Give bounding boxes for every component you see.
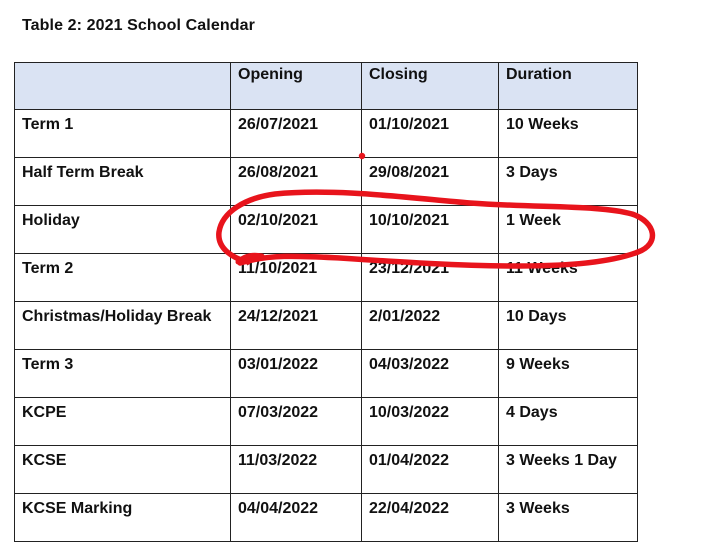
duration-cell: 4 Days xyxy=(499,398,638,446)
duration-cell: 3 Weeks 1 Day xyxy=(499,446,638,494)
period-cell: Term 3 xyxy=(15,350,231,398)
closing-cell: 10/10/2021 xyxy=(362,206,499,254)
duration-cell: 3 Days xyxy=(499,158,638,206)
period-cell: KCSE xyxy=(15,446,231,494)
opening-cell: 03/01/2022 xyxy=(231,350,362,398)
table-row xyxy=(15,302,638,350)
school-calendar-table xyxy=(14,62,638,542)
period-cell: Half Term Break xyxy=(15,158,231,206)
closing-cell: 23/12/2021 xyxy=(362,254,499,302)
period-cell: Term 1 xyxy=(15,110,231,158)
duration-cell: 1 Week xyxy=(499,206,638,254)
period-cell: Term 2 xyxy=(15,254,231,302)
opening-cell: 11/03/2022 xyxy=(231,446,362,494)
closing-cell: 29/08/2021 xyxy=(362,158,499,206)
duration-cell: 11 Weeks xyxy=(499,254,638,302)
closing-cell: 22/04/2022 xyxy=(362,494,499,542)
duration-cell: 10 Days xyxy=(499,302,638,350)
closing-cell: 04/03/2022 xyxy=(362,350,499,398)
opening-cell: 11/10/2021 xyxy=(231,254,362,302)
table-header-row xyxy=(15,63,638,110)
period-cell: KCSE Marking xyxy=(15,494,231,542)
opening-cell: 04/04/2022 xyxy=(231,494,362,542)
table-row xyxy=(15,494,638,542)
table-row xyxy=(15,158,638,206)
closing-cell: 01/10/2021 xyxy=(362,110,499,158)
header-closing: Closing xyxy=(362,63,499,110)
table-row xyxy=(15,398,638,446)
duration-cell: 3 Weeks xyxy=(499,494,638,542)
opening-cell: 07/03/2022 xyxy=(231,398,362,446)
period-cell: KCPE xyxy=(15,398,231,446)
opening-cell: 26/07/2021 xyxy=(231,110,362,158)
closing-cell: 2/01/2022 xyxy=(362,302,499,350)
duration-cell: 10 Weeks xyxy=(499,110,638,158)
closing-cell: 10/03/2022 xyxy=(362,398,499,446)
table-row xyxy=(15,446,638,494)
opening-cell: 02/10/2021 xyxy=(231,206,362,254)
table-row xyxy=(15,110,638,158)
table-row xyxy=(15,254,638,302)
table-row xyxy=(15,206,638,254)
table-row xyxy=(15,350,638,398)
header-duration: Duration xyxy=(499,63,638,110)
header-opening: Opening xyxy=(231,63,362,110)
duration-cell: 9 Weeks xyxy=(499,350,638,398)
header-blank-cell xyxy=(15,63,231,110)
period-cell: Christmas/Holiday Break xyxy=(15,302,231,350)
period-cell: Holiday xyxy=(15,206,231,254)
opening-cell: 24/12/2021 xyxy=(231,302,362,350)
table-caption: Table 2: 2021 School Calendar xyxy=(22,17,255,34)
opening-cell: 26/08/2021 xyxy=(231,158,362,206)
closing-cell: 01/04/2022 xyxy=(362,446,499,494)
